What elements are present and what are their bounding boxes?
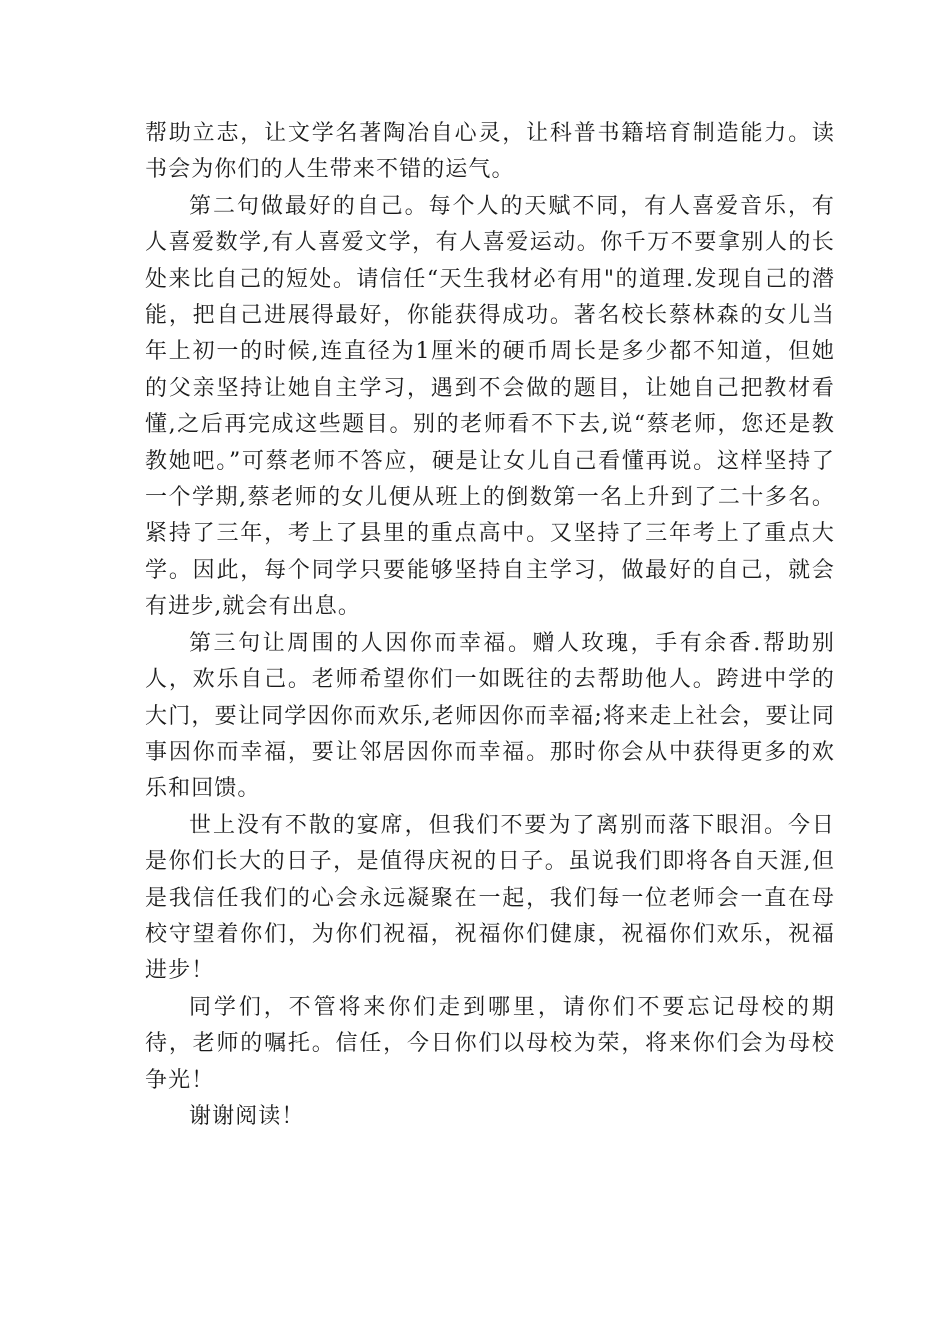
paragraph-farewell: 世上没有不散的宴席，但我们不要为了离别而落下眼泪。今日是你们长大的日子，是值得庆祝的日子。虽说我们即将各自天涯,但是我信任我们的心会永远凝聚在一起，我们每一位老师会一直在母校守望着你们，为你们祝福，祝福你们健康，祝福你们欢乐，祝福进步！ — [145, 812, 835, 984]
paragraph-closing-wish: 同学们，不管将来你们走到哪里，请你们不要忘记母校的期待，老师的嘱托。信任，今日你们以母校为荣，将来你们会为母校争光！ — [145, 994, 835, 1093]
paragraph-continuation: 帮助立志，让文学名著陶冶自心灵，让科普书籍培育制造能力。读书会为你们的人生带来不错的运气。 — [145, 121, 835, 183]
document-page — [145, 116, 835, 1135]
paragraph-second-point: 第二句做最好的自己。每个人的天赋不同，有人喜爱音乐，有人喜爱数学,有人喜爱文学，有人喜爱运动。你千万不要拿别人的长处来比自己的短处。请信任“天生我材必有用"的道理.发现自己的潜能，把自己进展得最好，你能获得成功。著名校长蔡林森的女儿当年上初一的时候,连直径为1厘米的硬币周长是多少都不知道，但她的父亲坚持让她自主学习，遇到不会做的题目，让她自己把教材看懂,之后再完成这些题目。别的老师看不下去,说“蔡老师，您还是教教她吧。”可蔡老师不答应，硬是让女儿自己看懂再说。这样坚持了一个学期,蔡老师的女儿便从班上的倒数第一名上升到了二十多名。紧持了三年，考上了县里的重点高中。又坚持了三年考上了重点大学。因此，每个同学只要能够坚持自主学习，做最好的自己，就会有进步,就会有出息。 — [145, 193, 835, 620]
paragraph-thanks: 谢谢阅读！ — [189, 1103, 305, 1129]
paragraph-third-point: 第三句让周围的人因你而幸福。赠人玫瑰，手有余香.帮助别人，欢乐自己。老师希望你们一如既往的去帮助他人。跨进中学的大门，要让同学因你而欢乐,老师因你而幸福;将来走上社会，要让同事因你而幸福，要让邻居因你而幸福。那时你会从中获得更多的欢乐和回馈。 — [145, 630, 835, 802]
